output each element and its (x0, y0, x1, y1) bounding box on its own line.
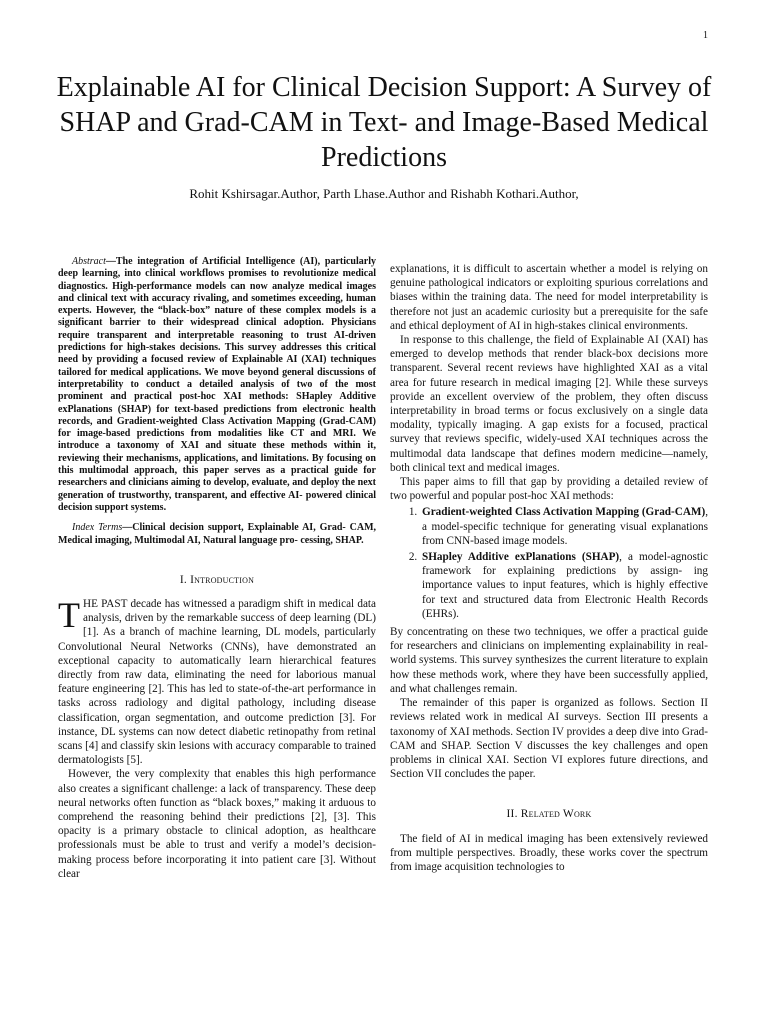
abstract-label: Abstract (72, 256, 106, 267)
right-paragraph-1: explanations, it is difficult to ascertain whether a model is relying on genuine pathological indicators or exploiting spurious correlations and biases within the training data. The need for model interpretability is therefore not just an academic curiosity but a prerequisite for the safe and ethical deployment of AI in high-stakes clinical environments. (390, 263, 708, 332)
abstract (58, 256, 376, 514)
intro-paragraph-2: However, the very complexity that enables this high performance also creates a significant challenge: a lack of transparency. These deep neural networks often function as “black boxes,” making it arduous to comprehend the reasoning behind their predictions [2], [3]. This opacity is a primary obstacle to clinical adoption, as healthcare professionals must be able to trust and verify a model’s decision-making process before incorporating it into patient care [3]. Without clear (58, 768, 376, 880)
right-paragraph-5: The remainder of this paper is organized as follows. Section II reviews related work in medical AI surveys. Section III presents a taxonomy of XAI methods. Section IV provides a deep dive into Grad-CAM and SHAP. Section V discusses the key challenges and open problems in clinical XAI. Section VI explores future directions, and Section VII concludes the paper. (390, 697, 708, 781)
index-terms-label: Index Terms (72, 522, 123, 534)
section-heading-related-work: II. Related Work (506, 808, 592, 821)
right-paragraph-4: By concentrating on these two techniques, we offer a practical guide for researchers and clinicians on implementing explainability in real-world systems. This survey synthesizes the current literature to explain how these methods work, where they have been successfully applied, and what challenges remain. (390, 626, 708, 695)
abstract-text: —The integration of Artificial Intelligence (AI), particularly deep learning, into clinical workflows promises to revolutionize medical diagnostics. High-performance models can now analyze medical images and clinical text with accuracy rivaling, and sometimes exceeding, human experts. However, the “black-box” nature of these complex models is a significant barrier to their widespread clinical adoption. Physicians require transparent and interpretable reasoning to trust AI-driven predictions for high-stakes decisions. This survey addresses this critical need by providing a focused review of Explainable AI (XAI) techniques tailored for medical applications. We move beyond general discussions of interpretability to conduct a detailed analysis of two of the most prominent and practical post-hoc XAI methods: SHapley Additive exPlanations (SHAP) for text-based predictions from electronic health records, and Gradient-weighted Class Activation Mapping (Grad-CAM) for image-based predictions from modalities like CT and MRI. We introduce a taxonomy of XAI and situate these methods within it, reviewing their mechanisms, applications, and limitations. By focusing on this multimodal approach, this paper serves as a practical guide for researchers and clinicians aiming to develop, evaluate, and deploy the next generation of trustworthy, transparent, and effective AI- powered clinical decision support systems. (58, 256, 376, 513)
list-item: 2. SHapley Additive exPlanations (SHAP), a model-agnostic framework for explaining predictions by assign- ing importance values to input features, which is highly effective for text and structured data from Electronic Health Records (EHRs). (420, 550, 708, 621)
page-number: 1 (703, 30, 708, 41)
right-paragraph-2: In response to this challenge, the field of Explainable AI (XAI) has emerged to develop methods that render black-box decisions more transparent. Several recent reviews have highlighted XAI as a vital area for future research in medical imaging [2]. While these surveys provide an excellent overview of the problem, they often discuss interpretability in broad terms or focus exclusively on a single data modality, typically imaging. A gap exists for a focused, practical survey that reviews specific, widely-used XAI techniques across the multimodal data landscape that defines modern medicine—namely, both clinical text and medical images. (390, 334, 708, 474)
related-work-paragraph-1: The field of AI in medical imaging has been extensively reviewed from multiple perspectives. Broadly, these works cover the spectrum from image acquisition technologies to (390, 832, 708, 873)
index-terms-text: —Clinical decision support, Explainable AI, Grad- CAM, Medical imaging, Multimodal AI, Natural language pro- cessing, SHAP. (58, 522, 377, 546)
author-line: Rohit Kshirsagar.Author, Parth Lhase.Author and Rishabh Kothari.Author, (189, 186, 579, 201)
intro-paragraph-1: THE PAST decade has witnessed a paradigm shift in medical data analysis, driven by the remarkable success of deep learning (DL) [1]. As a branch of machine learning, DL models, particularly Convolutional Neural Networks (CNNs), have demonstrated an exceptional capacity to automatically learn hierarchical features directly from raw data, eliminating the need for laborious manual feature engineering [2]. This has led to state-of-the-art performance in tasks across radiology and digital pathology, including disease classification, organ segmentation, and outcome prediction [3]. For instance, DL systems can now detect diabetic retinopathy from retinal scans [4] and classify skin lesions with accuracy comparable to trained dermatologists [5]. (58, 595, 376, 767)
right-column (390, 262, 708, 874)
left-column (58, 256, 376, 881)
index-terms (58, 522, 376, 547)
paper-title: Explainable AI for Clinical Decision Support: A Survey of SHAP and Grad-CAM in Text- and Image-Based Medical Predictions (56, 72, 712, 173)
drop-cap: T (58, 595, 80, 636)
contribution-list (390, 505, 708, 621)
section-heading-introduction: I. Introduction (179, 573, 255, 586)
list-item: 1. Gradient-weighted Class Activation Mapping (Grad-CAM), a model-specific technique for generating visual explanations from CNN-based image models. (420, 505, 708, 548)
right-paragraph-3: This paper aims to fill that gap by providing a detailed review of two powerful and popular post-hoc XAI methods: (390, 476, 708, 503)
